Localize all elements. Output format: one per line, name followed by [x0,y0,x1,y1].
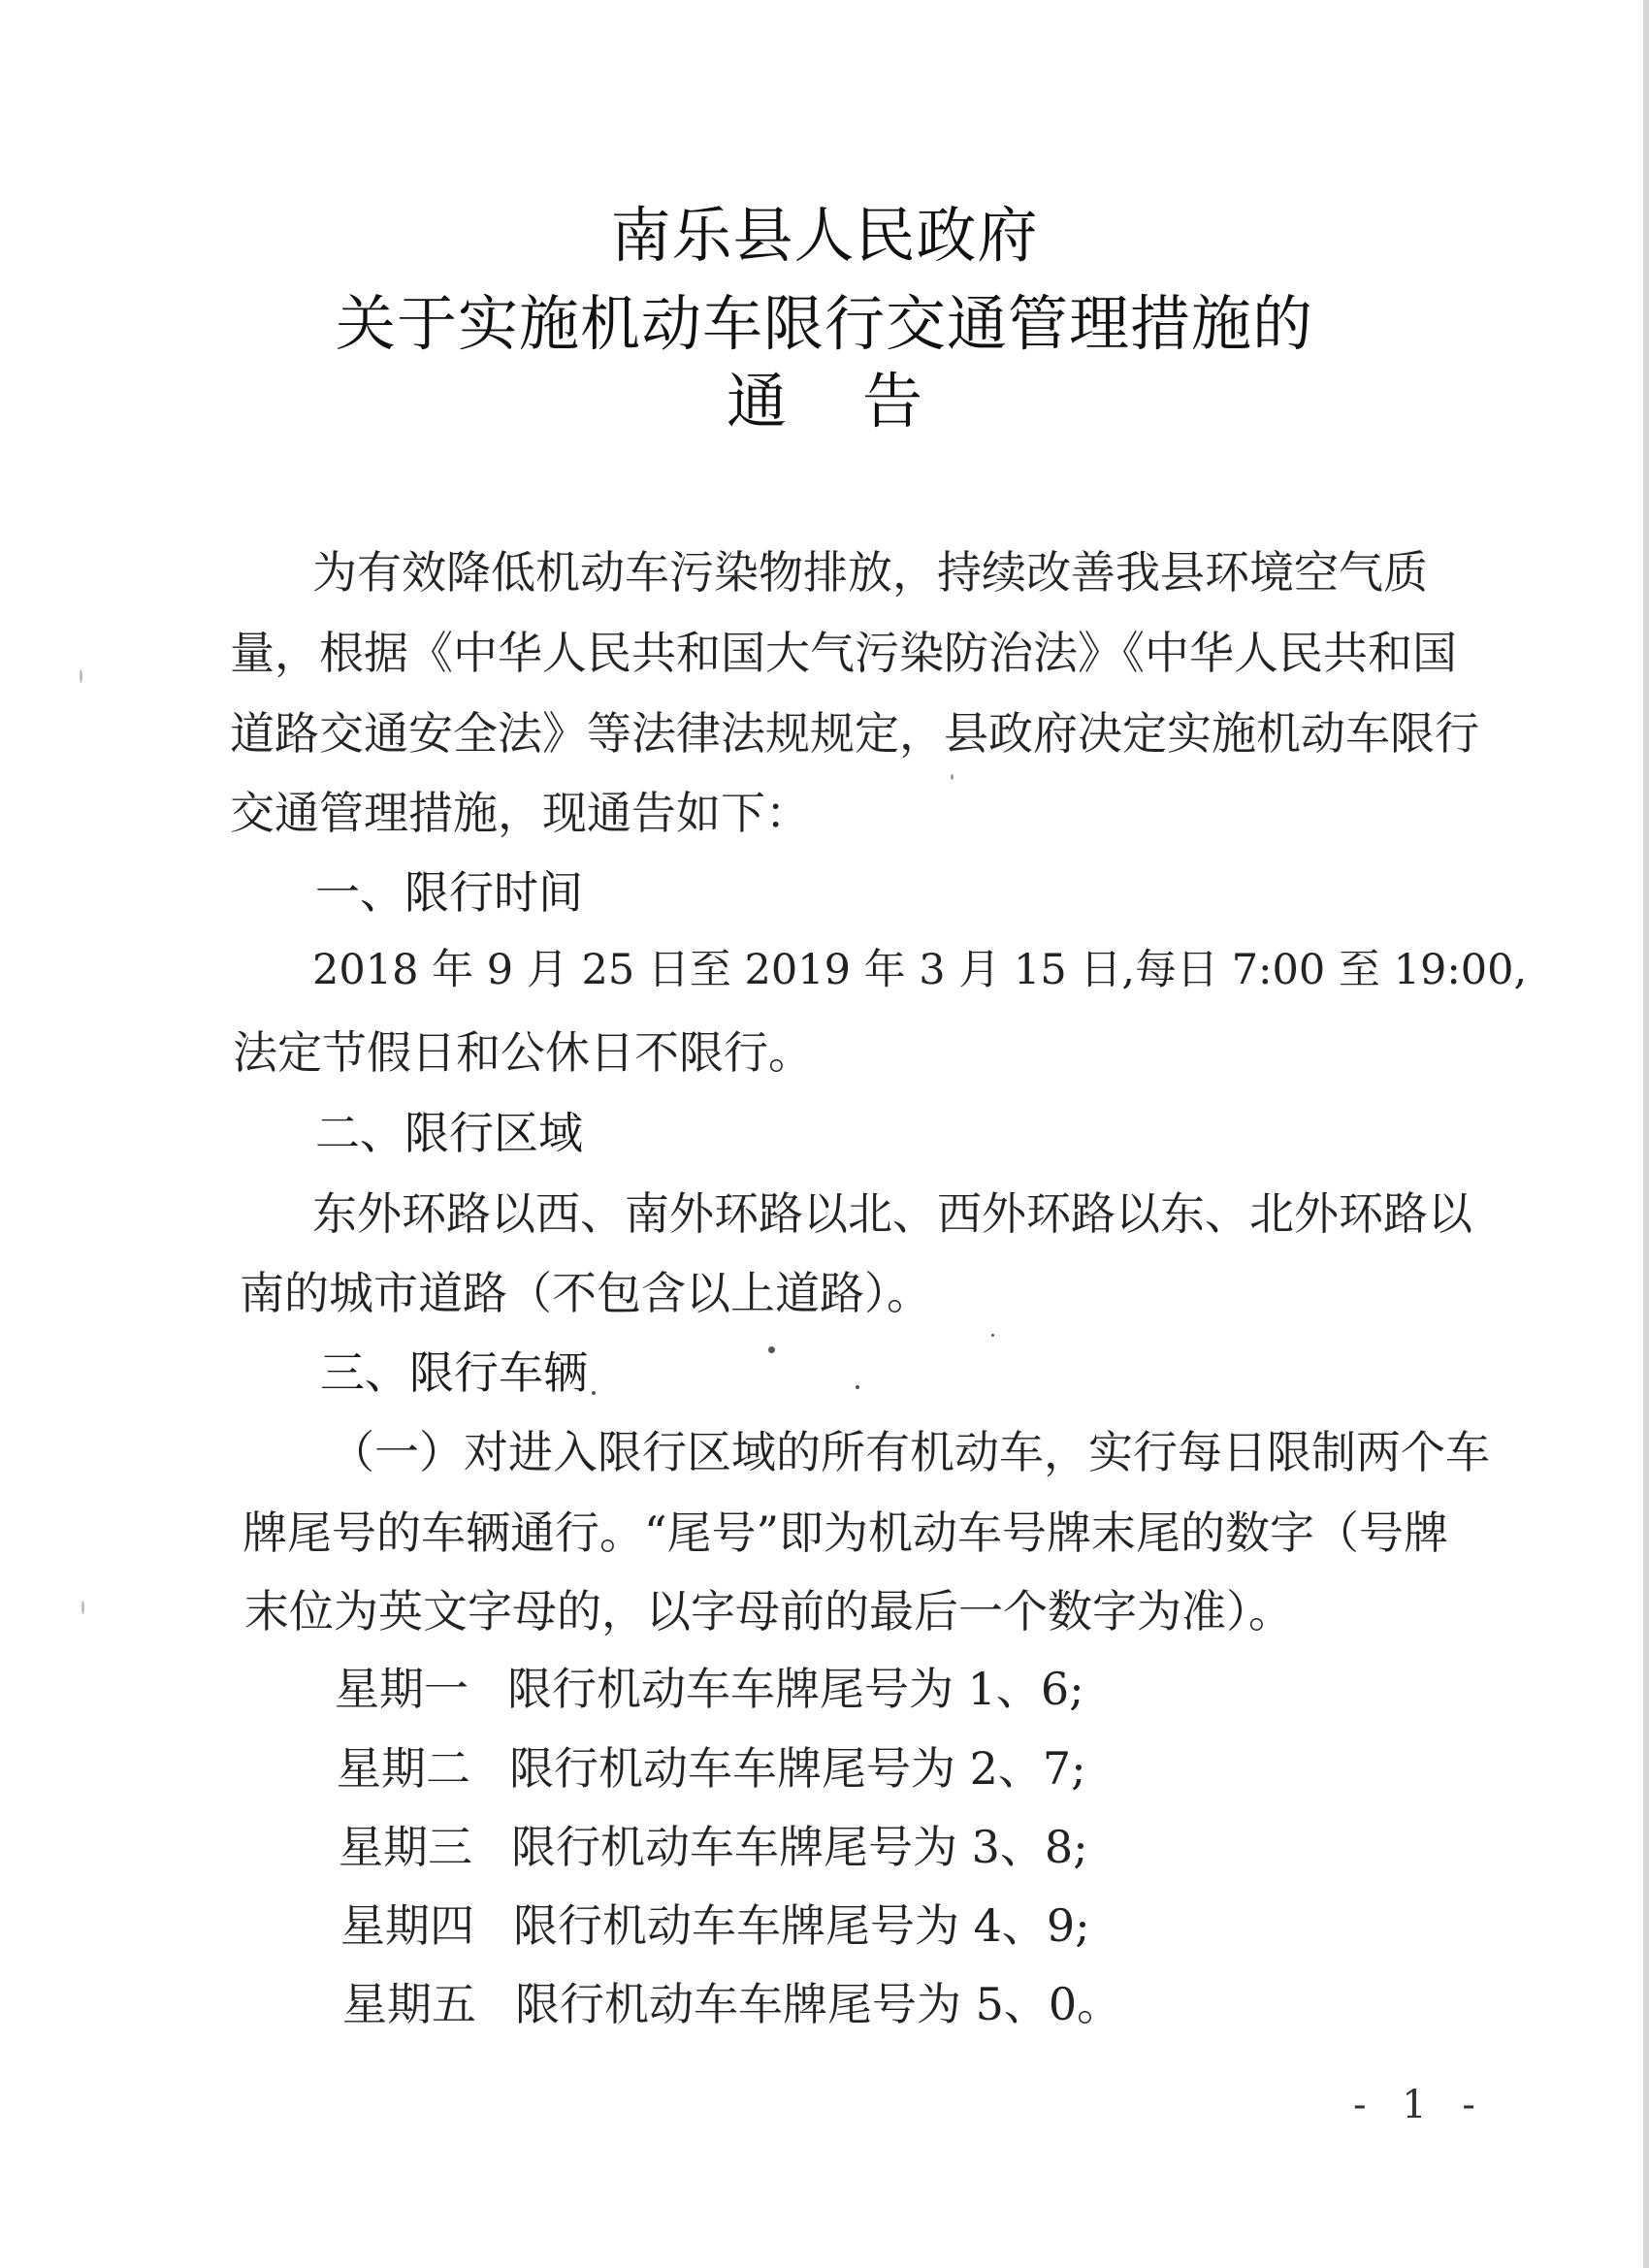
schedule-day-tue: 星期二 [337,1742,470,1795]
scan-speck [991,1334,994,1337]
schedule-rule-tue: 限行机动车车牌尾号为 2、7; [509,1742,1086,1795]
title-notice: 通告 [726,366,998,437]
page-number: - 1 - [1353,2083,1487,2127]
section3-line-1: （一）对进入限行区域的所有机动车，实行每日限制两个车 [330,1426,1490,1478]
scan-speck [856,1385,859,1389]
section-heading-area: 二、限行区域 [315,1107,583,1159]
schedule-rule-thu: 限行机动车车牌尾号为 4、9; [513,1899,1090,1952]
intro-line-3: 道路交通安全法》等法律法规规定，县政府决定实施机动车限行 [230,707,1479,760]
section1-line-1: 2018 年 9 月 25 日至 2019 年 3 月 15 日,每日 7:00 至 19:00, [312,946,1528,994]
scan-speck [768,1346,775,1353]
schedule-rule-mon: 限行机动车车牌尾号为 1、6; [507,1663,1084,1715]
section2-line-1: 东外环路以西、南外环路以北、西外环路以东、北外环路以 [312,1187,1472,1240]
section2-line-2: 南的城市道路（不包含以上道路）。 [240,1267,931,1319]
scan-speck [80,669,82,683]
section1-line-2: 法定节假日和公休日不限行。 [233,1026,813,1079]
section-heading-time: 一、限行时间 [315,866,583,919]
schedule-rule-fri: 限行机动车车牌尾号为 5、0。 [515,1978,1122,2030]
schedule-rule-wed: 限行机动车车牌尾号为 3、8; [511,1821,1088,1873]
scan-speck [81,1601,84,1614]
schedule-day-mon: 星期一 [335,1663,469,1715]
section-heading-vehicles: 三、限行车辆 [320,1346,588,1399]
intro-line-4: 交通管理措施，现通告如下： [230,787,810,839]
section3-line-3: 末位为英文字母的，以字母前的最后一个数字为准）。 [244,1585,1293,1637]
scan-speck [951,774,954,780]
intro-line-2: 量，根据《中华人民共和国大气污染防治法》《中华人民共和国 [230,627,1457,679]
title-subject: 关于实施机动车限行交通管理措施的 [335,288,1313,359]
title-issuer: 南乐县人民政府 [610,200,1039,271]
schedule-day-wed: 星期三 [339,1821,472,1873]
intro-line-1: 为有效降低机动车污染物排放，持续改善我县环境空气质 [312,546,1428,599]
section3-line-2: 牌尾号的车辆通行。“尾号”即为机动车号牌末尾的数字（号牌 [242,1507,1449,1559]
schedule-day-thu: 星期四 [340,1899,474,1952]
schedule-day-fri: 星期五 [342,1978,476,2030]
scan-speck [592,1391,596,1395]
